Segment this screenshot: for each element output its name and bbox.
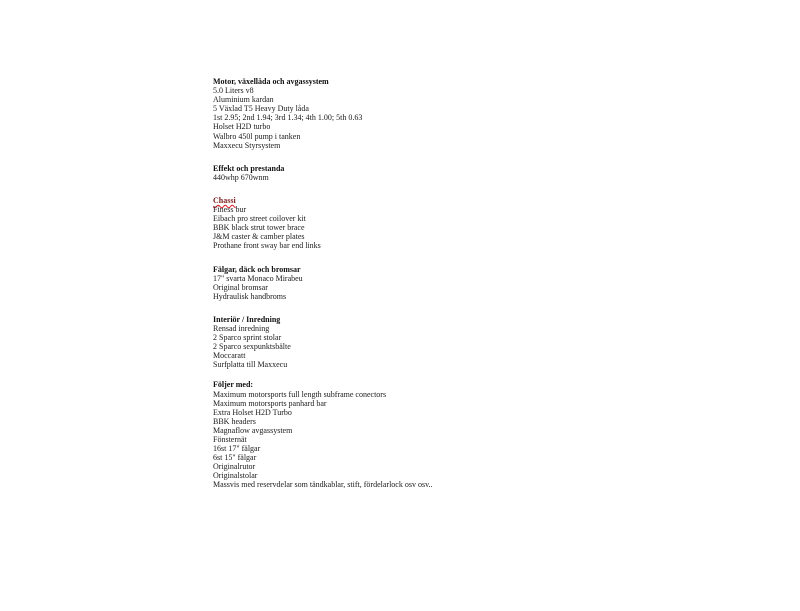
list-item: 1st 2.95; 2nd 1.94; 3rd 1.34; 4th 1.00; 5th 0.63: [213, 113, 363, 123]
list-item: Moccaratt: [213, 351, 246, 361]
section-chassi: [213, 196, 433, 251]
list-item: 440whp 670wnm: [213, 172, 269, 182]
section-foljer-med: [213, 380, 433, 489]
list-item: Rensad inredning: [213, 323, 270, 333]
list-item: Magnaflow avgassystem: [213, 425, 293, 435]
document-body: [213, 77, 433, 490]
list-item: Extra Holset H2D Turbo: [213, 407, 292, 417]
list-item: J&M caster & camber plates: [213, 232, 305, 242]
list-item: 16st 17" fälgar: [213, 444, 261, 454]
list-item: 5 Växlad T5 Heavy Duty låda: [213, 104, 309, 114]
section-interior: [213, 315, 433, 370]
list-item: Maximum motorsports full length subframe conectors: [213, 389, 387, 399]
list-item: BBK black strut tower brace: [213, 223, 305, 233]
list-item: BBK headers: [213, 416, 256, 426]
list-item: Walbro 450l pump i tanken: [213, 131, 301, 141]
list-item: 2 Sparco sprint stolar: [213, 333, 282, 343]
list-item: 17" svarta Monaco Mirabeu: [213, 273, 303, 283]
section-heading: Fälgar, däck och bromsar: [213, 264, 301, 274]
section-motor: [213, 77, 433, 150]
list-item: Massvis med reservdelar som tändkablar, stift, fördelarlock osv osv..: [213, 480, 433, 490]
list-item: Maximum motorsports panhard bar: [213, 398, 327, 408]
section-heading: Effekt och prestanda: [213, 163, 285, 173]
list-item: Prothane front sway bar end links: [213, 241, 321, 251]
list-item: Originalstolar: [213, 471, 258, 481]
list-item: Surfplatta till Maxxecu: [213, 360, 288, 370]
list-item: 6st 15" fälgar: [213, 453, 257, 463]
section-heading: Interiör / Inredning: [213, 314, 281, 324]
section-effekt: [213, 164, 433, 182]
section-heading: Motor, växellåda och avgassystem: [213, 77, 329, 86]
list-item: 2 Sparco sexpunktsbälte: [213, 342, 291, 352]
list-item: Aluminium kardan: [213, 95, 274, 105]
list-item: 5.0 Liters v8: [213, 86, 254, 96]
list-item: Originalrutor: [213, 462, 256, 472]
section-heading: Chassi: [213, 195, 236, 205]
list-item: Original bromsar: [213, 282, 268, 292]
list-item: Finess bur: [213, 205, 247, 215]
list-item: Holset H2D turbo: [213, 122, 271, 132]
list-item: Fönsternät: [213, 435, 247, 444]
list-item: Hydraulisk handbroms: [213, 291, 287, 301]
list-item: Maxxecu Styrsystem: [213, 140, 281, 150]
section-heading: Följer med:: [213, 380, 254, 390]
section-falgar: [213, 265, 433, 301]
list-item: Eibach pro street coilover kit: [213, 214, 306, 224]
